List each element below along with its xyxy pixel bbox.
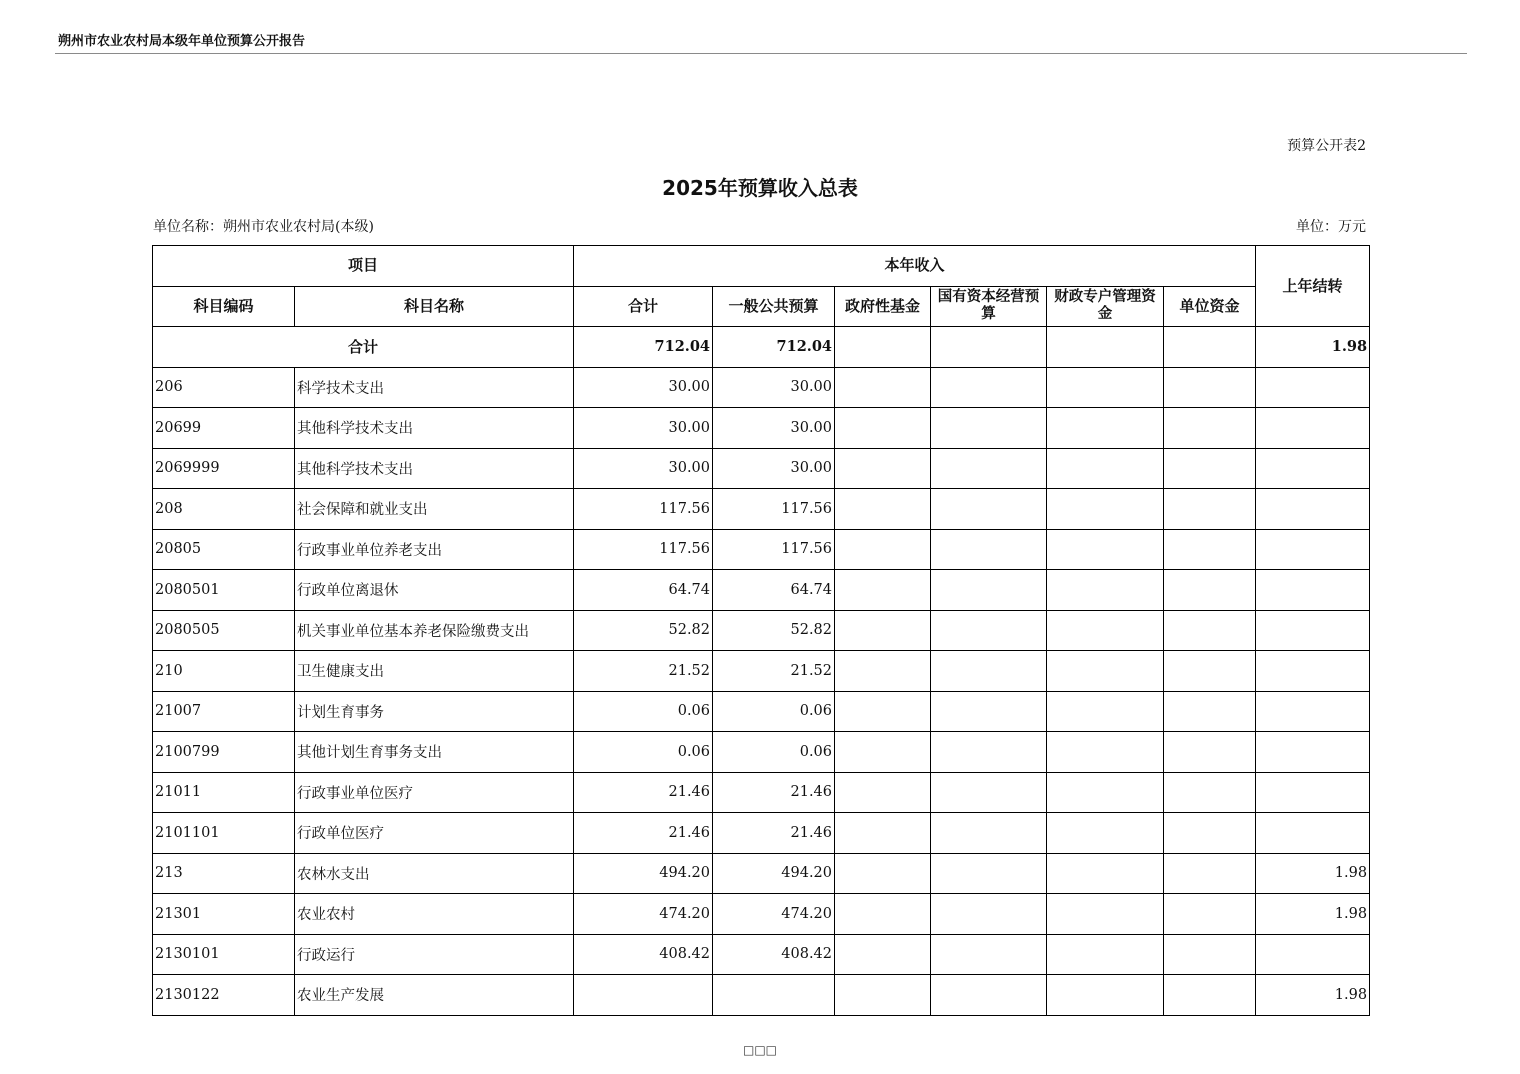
row-unit-funds xyxy=(1164,934,1256,975)
row-unit-funds xyxy=(1164,813,1256,854)
table-row xyxy=(153,529,1370,570)
total-unit-funds xyxy=(1164,327,1256,368)
header-divider xyxy=(55,53,1467,54)
row-general-budget: 64.74 xyxy=(713,570,835,611)
row-carryover xyxy=(1256,610,1370,651)
row-name: 社会保障和就业支出 xyxy=(295,489,574,530)
row-unit-funds xyxy=(1164,489,1256,530)
row-fiscal-special xyxy=(1047,610,1164,651)
row-code: 210 xyxy=(153,651,295,692)
row-name: 农林水支出 xyxy=(295,853,574,894)
row-gov-fund xyxy=(835,448,931,489)
table-row xyxy=(153,894,1370,935)
table-row xyxy=(153,975,1370,1016)
row-name: 其他科学技术支出 xyxy=(295,408,574,449)
total-amount: 712.04 xyxy=(574,327,713,368)
row-total: 117.56 xyxy=(574,489,713,530)
row-gov-fund xyxy=(835,813,931,854)
row-state-capital xyxy=(931,894,1047,935)
page-title: 2025年预算收入总表 xyxy=(662,176,858,200)
row-code: 213 xyxy=(153,853,295,894)
row-fiscal-special xyxy=(1047,975,1164,1016)
header-code: 科目编码 xyxy=(153,286,295,327)
row-general-budget: 21.46 xyxy=(713,813,835,854)
row-name: 科学技术支出 xyxy=(295,367,574,408)
row-total: 30.00 xyxy=(574,408,713,449)
total-label: 合计 xyxy=(153,327,574,368)
row-general-budget: 474.20 xyxy=(713,894,835,935)
row-general-budget: 30.00 xyxy=(713,408,835,449)
row-carryover xyxy=(1256,691,1370,732)
row-gov-fund xyxy=(835,894,931,935)
row-unit-funds xyxy=(1164,367,1256,408)
row-code: 2101101 xyxy=(153,813,295,854)
row-code: 20699 xyxy=(153,408,295,449)
header-current-income: 本年收入 xyxy=(574,246,1256,287)
currency-unit-label: 单位：万元 xyxy=(1296,219,1366,235)
row-gov-fund xyxy=(835,691,931,732)
row-state-capital xyxy=(931,610,1047,651)
row-carryover: 1.98 xyxy=(1256,975,1370,1016)
row-state-capital xyxy=(931,975,1047,1016)
table-row xyxy=(153,448,1370,489)
row-gov-fund xyxy=(835,772,931,813)
row-general-budget: 408.42 xyxy=(713,934,835,975)
table-row xyxy=(153,934,1370,975)
row-carryover xyxy=(1256,448,1370,489)
row-gov-fund xyxy=(835,489,931,530)
row-total: 117.56 xyxy=(574,529,713,570)
row-state-capital xyxy=(931,772,1047,813)
row-carryover xyxy=(1256,813,1370,854)
row-fiscal-special xyxy=(1047,408,1164,449)
row-name: 行政单位医疗 xyxy=(295,813,574,854)
row-unit-funds xyxy=(1164,772,1256,813)
report-header-title: 朔州市农业农村局本级年单位预算公开报告 xyxy=(58,34,306,49)
header-general-budget: 一般公共预算 xyxy=(713,286,835,327)
row-carryover xyxy=(1256,772,1370,813)
row-general-budget: 494.20 xyxy=(713,853,835,894)
row-fiscal-special xyxy=(1047,813,1164,854)
row-state-capital xyxy=(931,853,1047,894)
row-state-capital xyxy=(931,934,1047,975)
row-name: 农业生产发展 xyxy=(295,975,574,1016)
row-general-budget: 52.82 xyxy=(713,610,835,651)
row-gov-fund xyxy=(835,529,931,570)
page-number: □□□ xyxy=(742,1043,777,1057)
row-fiscal-special xyxy=(1047,448,1164,489)
row-total: 64.74 xyxy=(574,570,713,611)
row-state-capital xyxy=(931,367,1047,408)
row-total xyxy=(574,975,713,1016)
row-general-budget: 30.00 xyxy=(713,367,835,408)
row-unit-funds xyxy=(1164,853,1256,894)
budget-income-table xyxy=(152,245,1370,1016)
row-gov-fund xyxy=(835,651,931,692)
row-state-capital xyxy=(931,732,1047,773)
row-gov-fund xyxy=(835,570,931,611)
row-code: 21301 xyxy=(153,894,295,935)
row-total: 30.00 xyxy=(574,448,713,489)
row-code: 2100799 xyxy=(153,732,295,773)
row-code: 208 xyxy=(153,489,295,530)
row-name: 行政事业单位养老支出 xyxy=(295,529,574,570)
row-fiscal-special xyxy=(1047,367,1164,408)
row-state-capital xyxy=(931,570,1047,611)
row-carryover: 1.98 xyxy=(1256,853,1370,894)
table-row xyxy=(153,772,1370,813)
row-total: 30.00 xyxy=(574,367,713,408)
total-carryover: 1.98 xyxy=(1256,327,1370,368)
table-row xyxy=(153,570,1370,611)
row-name: 其他计划生育事务支出 xyxy=(295,732,574,773)
table-row xyxy=(153,813,1370,854)
row-total: 0.06 xyxy=(574,732,713,773)
table-row xyxy=(153,367,1370,408)
header-unit-funds: 单位资金 xyxy=(1164,286,1256,327)
header-carryover: 上年结转 xyxy=(1256,246,1370,327)
row-carryover xyxy=(1256,934,1370,975)
row-gov-fund xyxy=(835,610,931,651)
row-total: 408.42 xyxy=(574,934,713,975)
row-unit-funds xyxy=(1164,732,1256,773)
row-code: 21011 xyxy=(153,772,295,813)
table-row xyxy=(153,408,1370,449)
row-fiscal-special xyxy=(1047,570,1164,611)
row-total: 21.52 xyxy=(574,651,713,692)
table-row xyxy=(153,489,1370,530)
row-gov-fund xyxy=(835,732,931,773)
row-state-capital xyxy=(931,651,1047,692)
row-total: 52.82 xyxy=(574,610,713,651)
row-total: 21.46 xyxy=(574,813,713,854)
row-state-capital xyxy=(931,408,1047,449)
row-general-budget: 117.56 xyxy=(713,529,835,570)
row-code: 2130122 xyxy=(153,975,295,1016)
row-name: 农业农村 xyxy=(295,894,574,935)
row-general-budget: 0.06 xyxy=(713,732,835,773)
row-code: 2080501 xyxy=(153,570,295,611)
row-code: 2069999 xyxy=(153,448,295,489)
row-state-capital xyxy=(931,489,1047,530)
row-carryover xyxy=(1256,732,1370,773)
row-code: 2080505 xyxy=(153,610,295,651)
row-carryover xyxy=(1256,529,1370,570)
row-unit-funds xyxy=(1164,529,1256,570)
table-row xyxy=(153,691,1370,732)
row-total: 494.20 xyxy=(574,853,713,894)
row-general-budget: 0.06 xyxy=(713,691,835,732)
row-code: 20805 xyxy=(153,529,295,570)
row-name: 卫生健康支出 xyxy=(295,651,574,692)
row-total: 21.46 xyxy=(574,772,713,813)
row-fiscal-special xyxy=(1047,691,1164,732)
row-general-budget: 21.52 xyxy=(713,651,835,692)
row-unit-funds xyxy=(1164,610,1256,651)
row-general-budget: 30.00 xyxy=(713,448,835,489)
table-row xyxy=(153,853,1370,894)
row-general-budget: 117.56 xyxy=(713,489,835,530)
row-fiscal-special xyxy=(1047,651,1164,692)
row-general-budget xyxy=(713,975,835,1016)
total-gov-fund xyxy=(835,327,931,368)
row-unit-funds xyxy=(1164,448,1256,489)
row-fiscal-special xyxy=(1047,732,1164,773)
row-gov-fund xyxy=(835,408,931,449)
row-state-capital xyxy=(931,448,1047,489)
row-state-capital xyxy=(931,529,1047,570)
header-fiscal-special: 财政专户管理资金 xyxy=(1047,286,1164,327)
row-state-capital xyxy=(931,813,1047,854)
row-unit-funds xyxy=(1164,570,1256,611)
row-carryover xyxy=(1256,570,1370,611)
table-number: 预算公开表2 xyxy=(1287,138,1366,154)
row-name: 行政事业单位医疗 xyxy=(295,772,574,813)
row-fiscal-special xyxy=(1047,853,1164,894)
row-fiscal-special xyxy=(1047,529,1164,570)
row-name: 其他科学技术支出 xyxy=(295,448,574,489)
row-name: 行政单位离退休 xyxy=(295,570,574,611)
row-fiscal-special xyxy=(1047,894,1164,935)
row-general-budget: 21.46 xyxy=(713,772,835,813)
header-state-capital: 国有资本经营预算 xyxy=(931,286,1047,327)
row-code: 21007 xyxy=(153,691,295,732)
row-unit-funds xyxy=(1164,975,1256,1016)
row-total: 0.06 xyxy=(574,691,713,732)
total-fiscal-special xyxy=(1047,327,1164,368)
row-carryover xyxy=(1256,367,1370,408)
row-name: 机关事业单位基本养老保险缴费支出 xyxy=(295,610,574,651)
row-carryover xyxy=(1256,408,1370,449)
table-row xyxy=(153,732,1370,773)
row-carryover: 1.98 xyxy=(1256,894,1370,935)
row-code: 2130101 xyxy=(153,934,295,975)
row-unit-funds xyxy=(1164,691,1256,732)
row-carryover xyxy=(1256,489,1370,530)
header-project: 项目 xyxy=(153,246,574,287)
total-row xyxy=(153,327,1370,368)
row-gov-fund xyxy=(835,975,931,1016)
row-unit-funds xyxy=(1164,408,1256,449)
row-name: 行政运行 xyxy=(295,934,574,975)
row-unit-funds xyxy=(1164,894,1256,935)
header-gov-fund: 政府性基金 xyxy=(835,286,931,327)
unit-name-label: 单位名称：朔州市农业农村局(本级) xyxy=(153,219,374,235)
row-fiscal-special xyxy=(1047,489,1164,530)
row-gov-fund xyxy=(835,934,931,975)
row-carryover xyxy=(1256,651,1370,692)
header-name: 科目名称 xyxy=(295,286,574,327)
row-unit-funds xyxy=(1164,651,1256,692)
row-name: 计划生育事务 xyxy=(295,691,574,732)
row-fiscal-special xyxy=(1047,772,1164,813)
row-state-capital xyxy=(931,691,1047,732)
row-gov-fund xyxy=(835,853,931,894)
table-row xyxy=(153,610,1370,651)
row-total: 474.20 xyxy=(574,894,713,935)
table-row xyxy=(153,651,1370,692)
total-general-budget: 712.04 xyxy=(713,327,835,368)
header-total: 合计 xyxy=(574,286,713,327)
row-gov-fund xyxy=(835,367,931,408)
row-code: 206 xyxy=(153,367,295,408)
row-fiscal-special xyxy=(1047,934,1164,975)
total-state-capital xyxy=(931,327,1047,368)
